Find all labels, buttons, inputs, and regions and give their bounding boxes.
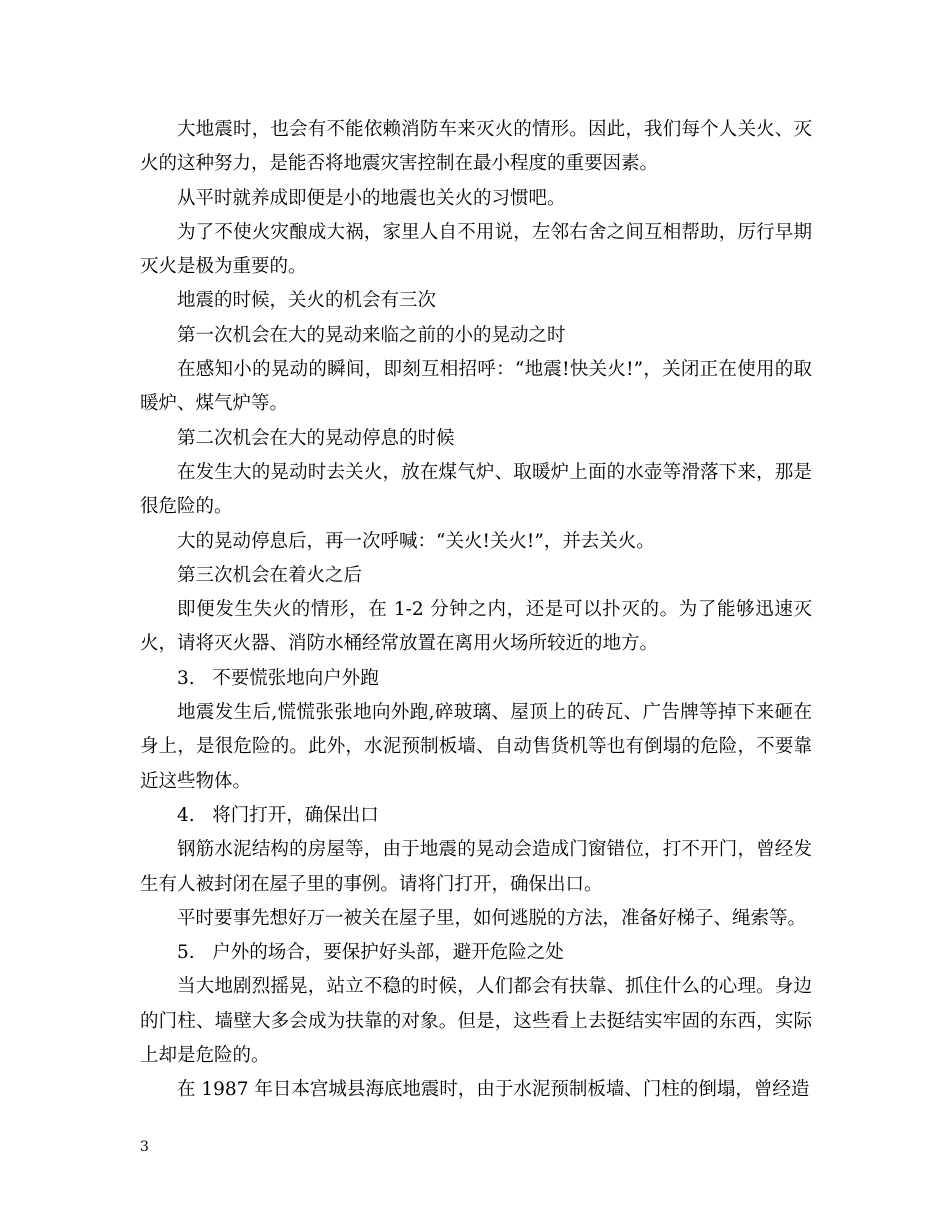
paragraph: 第一次机会在大的晃动来临之前的小的晃动之时 — [177, 324, 566, 346]
paragraph: 在发生大的晃动时去关火，放在煤气炉、取暖炉上面的水壶等滑落下来，那是很危险的。 — [140, 461, 812, 518]
document-body — [140, 113, 812, 1108]
paragraph: 即便发生失火的情形，在 1-2 分钟之内，还是可以扑灭的。为了能够迅速灭火，请将灭火器、消防水桶经常放置在离用火场所较近的地方。 — [140, 599, 812, 655]
paragraph: 当大地剧烈摇晃，站立不稳的时候，人们都会有扶靠、抓住什么的心理。身边的门柱、墙壁大多会成为扶靠的对象。但是，这些看上去挺结实牢固的东西，实际上却是危险的。 — [140, 976, 812, 1067]
paragraph: 地震发生后,慌慌张张地向外跑,碎玻璃、屋顶上的砖瓦、广告牌等掉下来砸在身上，是很危险的。此外，水泥预制板墙、自动售货机等也有倒塌的危险，不要靠近这些物体。 — [140, 702, 812, 792]
section-heading: 5. 户外的场合，要保护好头部，避开危险之处 — [177, 942, 564, 964]
section-heading: 3. 不要慌张地向户外跑 — [177, 667, 379, 689]
paragraph: 在 1987 年日本宫城县海底地震时，由于水泥预制板墙、门柱的倒塌，曾经造 — [177, 1079, 810, 1101]
page-number: 3 — [140, 1139, 149, 1155]
paragraph: 第三次机会在着火之后 — [177, 564, 363, 586]
paragraph: 大的晃动停息后，再一次呼喊：“关火!关火!”，并去关火。 — [177, 530, 655, 552]
paragraph: 大地震时，也会有不能依赖消防车来灭火的情形。因此，我们每个人关火、灭火的这种努力，是能否将地震灾害控制在最小程度的重要因素。 — [140, 119, 812, 175]
paragraph: 平时要事先想好万一被关在屋子里，如何逃脱的方法，准备好梯子、绳索等。 — [177, 907, 807, 929]
paragraph: 在感知小的晃动的瞬间，即刻互相招呼：“地震!快关火!”，关闭正在使用的取暖炉、煤气炉等。 — [140, 359, 812, 415]
paragraph: 从平时就养成即便是小的地震也关火的习惯吧。 — [177, 187, 566, 209]
paragraph: 为了不使火灾酿成大祸，家里人自不用说，左邻右舍之间互相帮助，厉行早期灭火是极为重要的。 — [140, 221, 812, 278]
section-heading: 4. 将门打开，确保出口 — [177, 804, 379, 826]
paragraph: 地震的时候，关火的机会有三次 — [177, 290, 437, 312]
paragraph: 第二次机会在大的晃动停息的时候 — [177, 427, 455, 449]
paragraph: 钢筋水泥结构的房屋等，由于地震的晃动会造成门窗错位，打不开门，曾经发生有人被封闭在屋子里的事例。请将门打开，确保出口。 — [140, 839, 812, 895]
